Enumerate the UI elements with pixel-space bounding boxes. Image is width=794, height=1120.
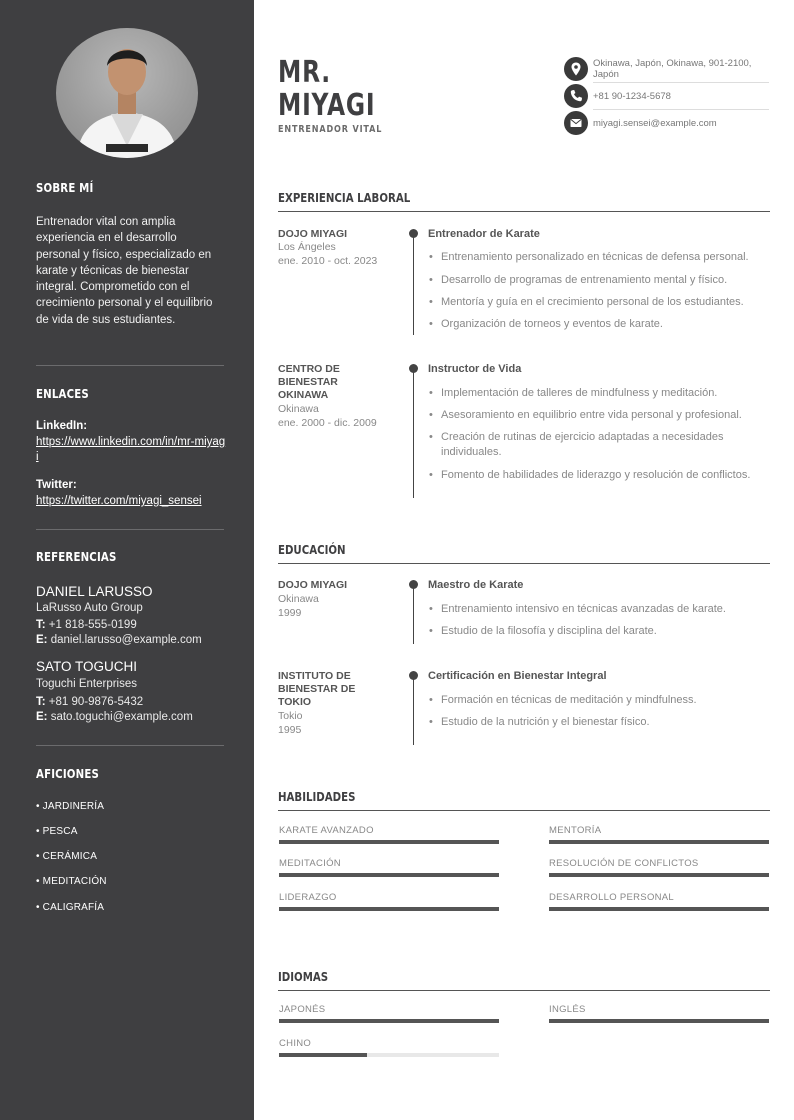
languages-heading: IDIOMAS	[278, 970, 329, 984]
timeline-line	[413, 584, 414, 644]
education-dates: 1995	[278, 724, 302, 736]
education-bullet: • Formación en técnicas de meditación y mindfulness.	[441, 693, 771, 708]
skill-label: DESARROLLO PERSONAL	[549, 892, 675, 903]
language-bar	[279, 1053, 499, 1057]
sidebar	[0, 0, 254, 1120]
skills-heading: HABILIDADES	[278, 790, 356, 804]
education-title: Maestro de Karate	[428, 579, 524, 591]
skill-bar	[549, 840, 769, 844]
reference-phone	[36, 696, 143, 708]
language-bar-fill	[279, 1019, 499, 1023]
experience-org: CENTRO DE BIENESTAR OKINAWA	[278, 363, 340, 401]
about-text: Entrenador vital con amplia experiencia en el desarrollo personal y físico, especializado en karate y técnicas de bienestar integral. Comprometido con el crecimiento personal y el equilibrio de vida de sus estudiantes.	[36, 216, 213, 326]
experience-title: Entrenador de Karate	[428, 228, 540, 240]
language-label: CHINO	[279, 1038, 312, 1049]
reference-company: Toguchi Enterprises	[36, 678, 137, 690]
contact-address: Okinawa, Japón, Okinawa, 901-2100, Japón	[593, 58, 752, 80]
portrait-icon	[56, 28, 198, 158]
language-label: JAPONÉS	[279, 1004, 326, 1015]
email-value: sato.toguchi@example.com	[50, 711, 193, 723]
section-rule	[278, 211, 770, 212]
reference-company: LaRusso Auto Group	[36, 602, 143, 614]
reference-name: DANIEL LARUSSO	[36, 584, 153, 599]
timeline-line	[413, 675, 414, 745]
education-bullet: • Entrenamiento intensivo en técnicas avanzadas de karate.	[441, 602, 771, 617]
timeline-line	[413, 368, 414, 498]
reference-phone	[36, 619, 137, 631]
section-rule	[278, 990, 770, 991]
experience-bullet: • Creación de rutinas de ejercicio adaptadas a necesidades individuales.	[441, 430, 771, 460]
profile-photo	[56, 28, 198, 158]
skill-bar	[549, 907, 769, 911]
location-pin-icon	[564, 57, 588, 81]
links-heading: ENLACES	[36, 387, 89, 401]
section-rule	[278, 810, 770, 811]
education-location: Tokio	[278, 710, 303, 722]
timeline-dot	[409, 671, 418, 680]
reference-email	[36, 711, 193, 723]
reference-email	[36, 634, 202, 646]
reference-name: SATO TOGUCHI	[36, 659, 138, 674]
language-bar	[549, 1019, 769, 1023]
section-rule	[278, 563, 770, 564]
twitter-link[interactable]: https://twitter.com/miyagi_sensei	[36, 495, 202, 507]
education-bullet: • Estudio de la filosofía y disciplina del karate.	[441, 624, 771, 639]
name-line-2: MIYAGI	[278, 88, 376, 123]
hobby-item: • CALIGRAFÍA	[36, 902, 105, 913]
hobby-item: • MEDITACIÓN	[36, 876, 107, 887]
hobbies-heading: AFICIONES	[36, 767, 99, 781]
skill-bar	[549, 873, 769, 877]
skill-bar-fill	[279, 907, 499, 911]
phone-label: T:	[36, 696, 46, 708]
education-title: Certificación en Bienestar Integral	[428, 670, 607, 682]
experience-dates: ene. 2010 - oct. 2023	[278, 255, 378, 267]
timeline-dot	[409, 364, 418, 373]
email-value: daniel.larusso@example.com	[50, 634, 202, 646]
divider	[36, 529, 224, 530]
divider	[593, 82, 769, 83]
experience-bullet: • Desarrollo de programas de entrenamiento mental y físico.	[441, 273, 771, 288]
hobby-item: • PESCA	[36, 826, 78, 837]
phone-value: +81 90-9876-5432	[48, 696, 144, 708]
divider	[36, 365, 224, 366]
experience-dates: ene. 2000 - dic. 2009	[278, 417, 377, 429]
divider	[593, 109, 769, 110]
mail-icon	[564, 111, 588, 135]
skill-bar	[279, 907, 499, 911]
contact-phone: +81 90-1234-5678	[593, 91, 671, 102]
references-heading: REFERENCIAS	[36, 550, 117, 564]
skill-bar-fill	[549, 907, 769, 911]
experience-location: Los Ángeles	[278, 241, 336, 253]
experience-bullet: • Entrenamiento personalizado en técnicas de defensa personal.	[441, 250, 771, 265]
skill-label: MENTORÍA	[549, 825, 602, 836]
skill-label: LIDERAZGO	[279, 892, 337, 903]
education-bullet: • Estudio de la nutrición y el bienestar físico.	[441, 715, 771, 730]
phone-icon	[564, 84, 588, 108]
phone-label: T:	[36, 619, 46, 631]
email-label: E:	[36, 711, 48, 723]
experience-bullet: • Mentoría y guía en el crecimiento personal de los estudiantes.	[441, 295, 771, 310]
education-location: Okinawa	[278, 593, 319, 605]
contact-email[interactable]: miyagi.sensei@example.com	[593, 118, 717, 129]
timeline-line	[413, 233, 414, 335]
skill-bar-fill	[549, 840, 769, 844]
experience-org: DOJO MIYAGI	[278, 228, 348, 240]
about-heading: SOBRE MÍ	[36, 181, 94, 195]
hobby-item: • JARDINERÍA	[36, 801, 105, 812]
language-bar-fill	[549, 1019, 769, 1023]
email-label: E:	[36, 634, 48, 646]
skill-bar-fill	[279, 840, 499, 844]
linkedin-link[interactable]: https://www.linkedin.com/in/mr-miyagi	[36, 436, 226, 463]
job-role: ENTRENADOR VITAL	[278, 124, 383, 135]
timeline-dot	[409, 580, 418, 589]
hobby-item: • CERÁMICA	[36, 851, 98, 862]
language-bar-fill	[279, 1053, 367, 1057]
experience-bullet: • Fomento de habilidades de liderazgo y resolución de conflictos.	[441, 468, 771, 483]
education-org: DOJO MIYAGI	[278, 579, 348, 591]
education-org: INSTITUTO DE BIENESTAR DE TOKIO	[278, 670, 356, 708]
experience-bullet: • Organización de torneos y eventos de karate.	[441, 317, 771, 332]
skill-label: MEDITACIÓN	[279, 858, 341, 869]
twitter-label: Twitter:	[36, 479, 77, 491]
skill-bar-fill	[549, 873, 769, 877]
timeline-dot	[409, 229, 418, 238]
language-label: INGLÉS	[549, 1004, 586, 1015]
language-bar	[279, 1019, 499, 1023]
experience-title: Instructor de Vida	[428, 363, 522, 375]
skill-bar-fill	[279, 873, 499, 877]
skill-bar	[279, 840, 499, 844]
skill-label: KARATE AVANZADO	[279, 825, 374, 836]
phone-value: +1 818-555-0199	[48, 619, 137, 631]
experience-bullet: • Asesoramiento en equilibrio entre vida personal y profesional.	[441, 408, 771, 423]
skill-bar	[279, 873, 499, 877]
name-line-1: MR.	[278, 55, 331, 90]
education-heading: EDUCACIÓN	[278, 543, 346, 557]
divider	[36, 745, 224, 746]
experience-location: Okinawa	[278, 403, 319, 415]
education-dates: 1999	[278, 607, 302, 619]
experience-heading: EXPERIENCIA LABORAL	[278, 191, 411, 205]
linkedin-label: LinkedIn:	[36, 420, 88, 432]
skill-label: RESOLUCIÓN DE CONFLICTOS	[549, 858, 699, 869]
experience-bullet: • Implementación de talleres de mindfulness y meditación.	[441, 386, 771, 401]
